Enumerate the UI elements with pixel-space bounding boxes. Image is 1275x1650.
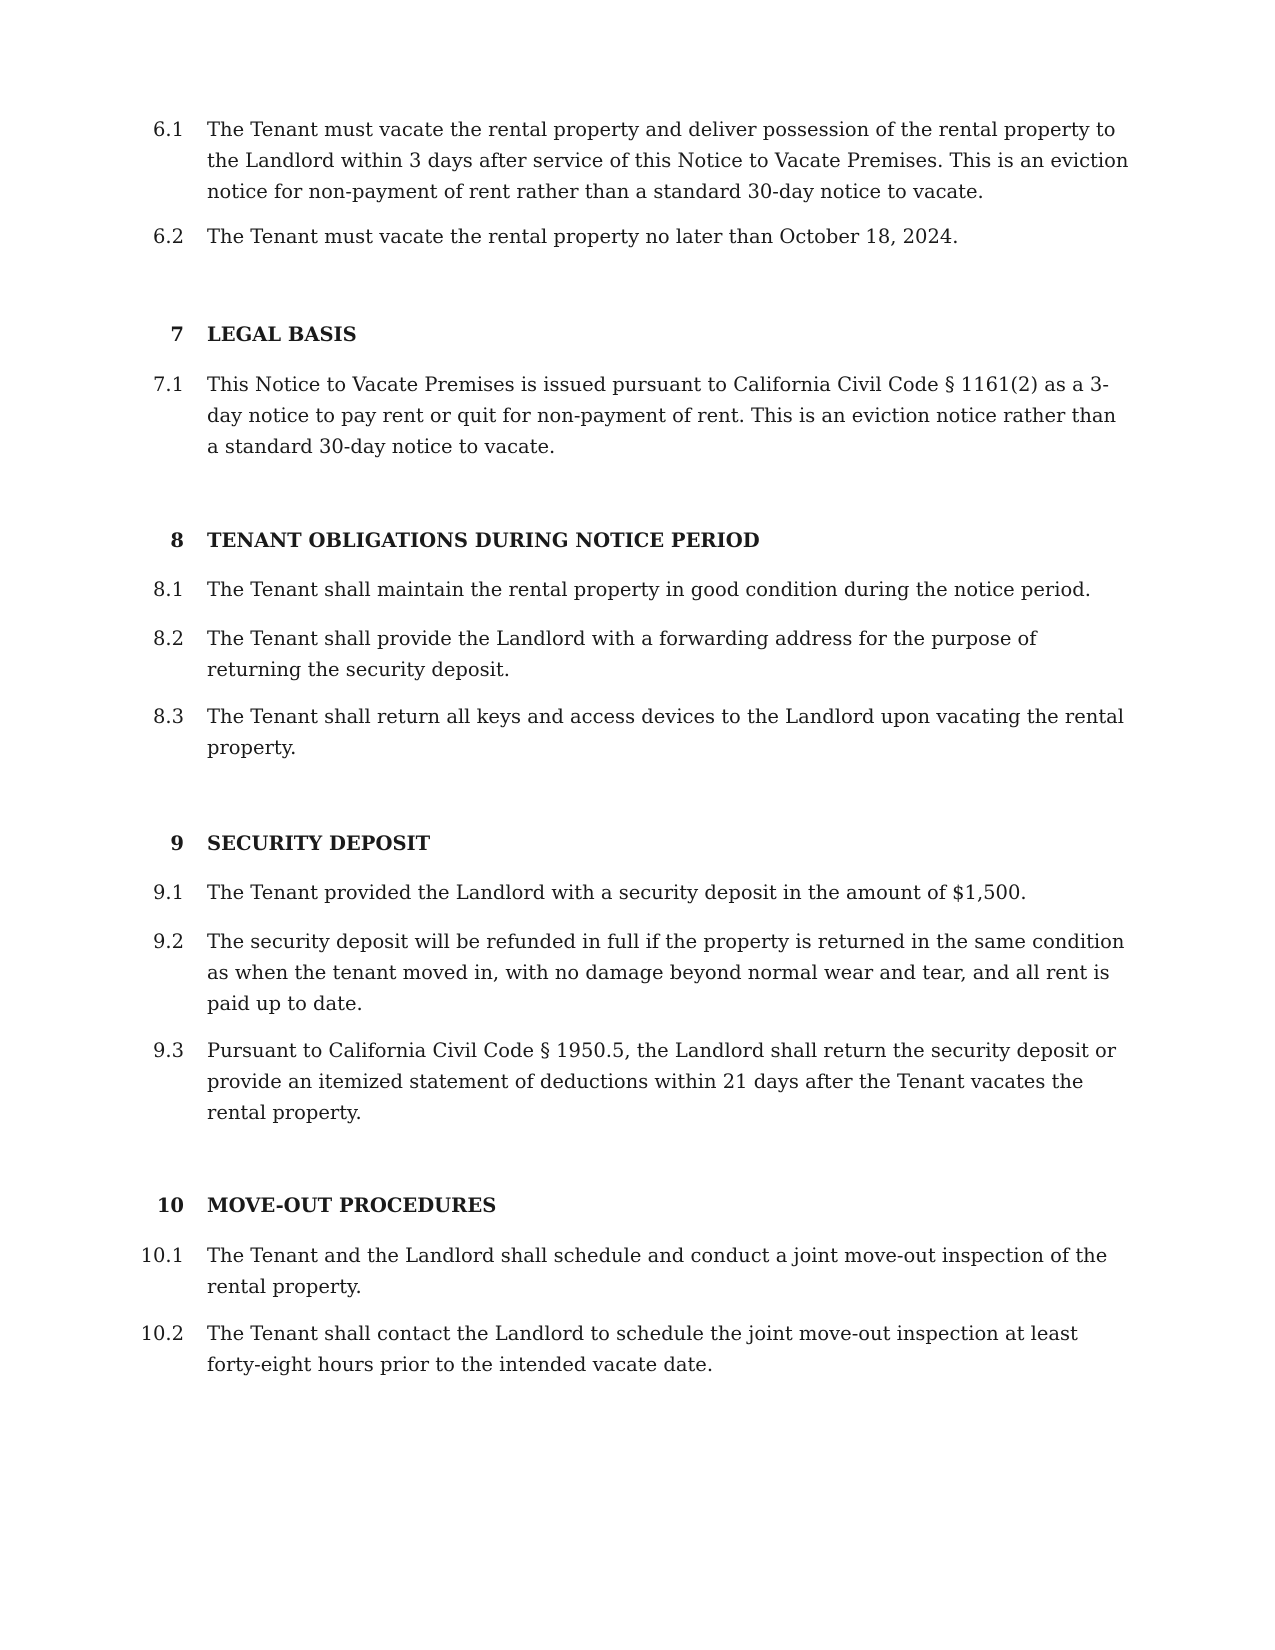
clause-6-1 [120,114,1130,207]
clause-7-1 [120,369,1130,462]
section-heading-10 [120,1190,1130,1221]
clause-number: 10.2 [140,1322,184,1345]
clause-text: The Tenant provided the Landlord with a security deposit in the amount of $1,500. [207,881,1027,904]
clause-number: 8.3 [152,705,184,728]
clause-text: The Tenant and the Landlord shall schedule and conduct a joint move-out inspection of the rental property. [207,1244,1108,1298]
clause-number: 9.1 [152,881,184,904]
clause-text: The Tenant shall contact the Landlord to schedule the joint move-out inspection at least forty-eight hours prior to the intended vacate date. [207,1322,1078,1376]
clause-text: The Tenant shall return all keys and access devices to the Landlord upon vacating the rental property. [207,705,1125,759]
clause-number: 8.2 [152,627,184,650]
clause-text: The Tenant must vacate the rental property no later than October 18, 2024. [207,225,959,248]
section-number: 9 [170,832,184,855]
clause-number: 10.1 [140,1244,184,1267]
section-title: SECURITY DEPOSIT [207,832,431,855]
clause-8-2 [120,623,1130,685]
clause-number: 6.2 [152,225,184,248]
clause-text: Pursuant to California Civil Code § 1950.5, the Landlord shall return the security deposit or provide an itemized statement of deductions within 21 days after the Tenant vacates the rental property. [207,1039,1117,1124]
clause-number: 9.2 [152,930,184,953]
clause-text: The Tenant shall provide the Landlord with a forwarding address for the purpose of returning the security deposit. [207,627,1037,681]
section-number: 8 [170,529,184,552]
clause-text: This Notice to Vacate Premises is issued pursuant to California Civil Code § 1161(2) as a 3-day notice to pay rent or quit for non-payment of rent. This is an eviction notice rather than a standard 30-day notice to vacate. [207,373,1117,458]
section-heading-8 [120,525,1130,556]
clause-number: 8.1 [152,578,184,601]
section-number: 7 [170,323,184,346]
section-number: 10 [156,1194,184,1217]
clause-number: 7.1 [152,373,184,396]
clause-9-2 [120,926,1130,1019]
section-heading-7 [120,319,1130,350]
clause-10-1 [120,1240,1130,1302]
clause-8-3 [120,701,1130,763]
section-title: TENANT OBLIGATIONS DURING NOTICE PERIOD [207,529,760,552]
clause-9-3 [120,1035,1130,1128]
clause-text: The Tenant must vacate the rental property and deliver possession of the rental property to the Landlord within 3 days after service of this Notice to Vacate Premises. This is an eviction notice for non-payment of rent rather than a standard 30-day notice to vacate. [207,118,1129,203]
clause-6-2 [120,221,1130,252]
section-title: MOVE-OUT PROCEDURES [207,1194,497,1217]
section-heading-9 [120,828,1130,859]
clause-text: The Tenant shall maintain the rental property in good condition during the notice period. [207,578,1091,601]
section-title: LEGAL BASIS [207,323,357,346]
clause-number: 9.3 [152,1039,184,1062]
clause-8-1 [120,574,1130,605]
clause-number: 6.1 [152,118,184,141]
clause-10-2 [120,1318,1130,1380]
clause-9-1 [120,877,1130,908]
clause-text: The security deposit will be refunded in full if the property is returned in the same condition as when the tenant moved in, with no damage beyond normal wear and tear, and all rent is paid up to date. [207,930,1125,1015]
